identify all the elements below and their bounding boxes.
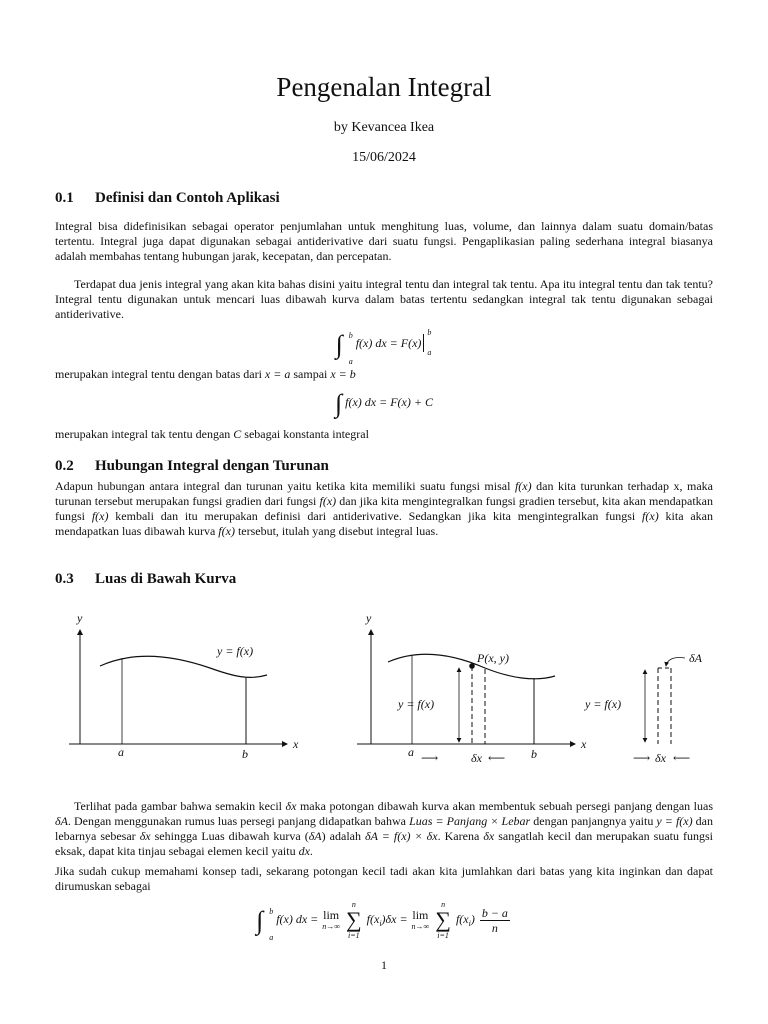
doc-author: by Kevancea Ikea bbox=[333, 120, 435, 135]
paragraph: merupakan integral tentu dengan batas dari x = a sampai x = b bbox=[55, 367, 356, 381]
a-label: a bbox=[408, 745, 414, 759]
arrow-right: ⟶ bbox=[421, 751, 439, 765]
point-p bbox=[469, 663, 475, 669]
panel-1 bbox=[69, 611, 299, 761]
dA-pointer bbox=[666, 657, 685, 666]
dx-label: δx bbox=[471, 751, 482, 765]
dx-label: δx bbox=[655, 751, 666, 765]
equation-definite-integral: ∫ b a f(x) dx = F(x) b a bbox=[335, 328, 432, 366]
section-title: Definisi dan Contoh Aplikasi bbox=[95, 190, 280, 206]
y-axis-label: y bbox=[366, 611, 372, 625]
paragraph: Integral bisa didefinisikan sebagai operator penjumlahan untuk menghitung luas, volume, dan lainnya dalam suatu domain/batas tertentu. Integral juga dapat digunakan sebagai antiderivative dari suatu fungsi. Pengaplikasian paling sederhana integral biasanya adalah membahas tentang hubungan jarak, kecepatan, dan percepatan. bbox=[55, 219, 713, 263]
panel-2 bbox=[357, 611, 587, 765]
page-number: 1 bbox=[381, 958, 387, 972]
b-label: b bbox=[531, 747, 537, 761]
paragraph: Terlihat pada gambar bahwa semakin kecil δx maka potongan dibawah kurva akan membentuk sebuah persegi panjang dengan luas δA. Dengan menggunakan rumus luas persegi panjang didapatkan bahwa Luas = Panjang × Lebar dengan panjangnya yaitu y = f(x) dan lebarnya sebesar δx sehingga Luas dibawah kurva (δA) adalah δA = f(x) × δx. Karena δx sangatlah kecil dan merupakan suatu fungsi eksak, dapat kita tinjau sebagai elemen kecil yaitu dx. bbox=[55, 799, 714, 858]
section-heading-3 bbox=[55, 571, 236, 588]
curve bbox=[100, 656, 267, 677]
section-number: 0.2 bbox=[55, 458, 74, 474]
equation-indefinite-integral: ∫ f(x) dx = F(x) + C bbox=[335, 389, 433, 418]
doc-date: 15/06/2024 bbox=[352, 150, 416, 165]
x-axis-label: x bbox=[293, 737, 299, 751]
equation-riemann-sum: ∫ b a f(x) dx = lim n→∞ n ∑ i=1 $f(x_i)\delta x$ = lim n→∞ n ∑ i=1 $f(x_i)$ $\frac{b - a}{n}$ bbox=[256, 900, 508, 942]
section-title: Luas di Bawah Kurva bbox=[95, 571, 237, 587]
panel-3 bbox=[584, 651, 703, 765]
y-axis-label: y bbox=[77, 611, 83, 625]
arrow-right: ⟶ bbox=[633, 751, 651, 765]
doc-title: Pengenalan Integral bbox=[276, 72, 492, 102]
x-axis-label: x bbox=[581, 737, 587, 751]
paragraph: Jika sudah cukup memahami konsep tadi, sekarang potongan kecil tadi akan kita jumlahkan dari batas yang kita inginkan dan dapat dirumuskan sebagai bbox=[55, 864, 713, 893]
b-label: b bbox=[242, 747, 248, 761]
arrow-left: ⟵ bbox=[673, 751, 691, 765]
section-number: 0.1 bbox=[55, 190, 74, 206]
dA-label: δA bbox=[689, 651, 702, 665]
curve-label: y = f(x) bbox=[217, 644, 254, 658]
section-title: Hubungan Integral dengan Turunan bbox=[95, 458, 329, 474]
section-heading-2 bbox=[55, 458, 329, 475]
height-label: y = f(x) bbox=[585, 697, 622, 711]
paragraph: Terdapat dua jenis integral yang akan kita bahas disini yaitu integral tentu dan integral tak tentu. Apa itu integral tentu dan tak tentu? Integral tentu digunakan untuk mencari luas dibawah kurva dalam batas tertentu sedangkan integral tak tentu digunakan sebagai antiderivative. bbox=[55, 277, 713, 321]
height-label: y = f(x) bbox=[398, 697, 435, 711]
paragraph: merupakan integral tak tentu dengan C sebagai konstanta integral bbox=[55, 427, 369, 441]
point-label: P(x, y) bbox=[477, 651, 509, 665]
area-under-curve-figure bbox=[55, 600, 715, 780]
a-label: a bbox=[118, 745, 124, 759]
section-heading-1 bbox=[55, 190, 280, 207]
section-number: 0.3 bbox=[55, 571, 74, 587]
paragraph: Adapun hubungan antara integral dan turunan yaitu ketika kita memiliki suatu fungsi misal f(x) dan kita turunkan terhadap x, maka turunan tersebut merupakan fungsi gradien dari fungsi f(x) dan jika kita mengintegralkan fungsi gradien tersebut, kita akan mendapatkan fungsi f(x) kembali dan itu merupakan definisi dari antiderivative. Sedangkan jika kita mengintegralkan fungsi f(x) kita akan mendapatkan luas dibawah kurva f(x) tersebut, itulah yang disebut integral luas. bbox=[55, 479, 713, 538]
arrow-left: ⟵ bbox=[488, 751, 506, 765]
